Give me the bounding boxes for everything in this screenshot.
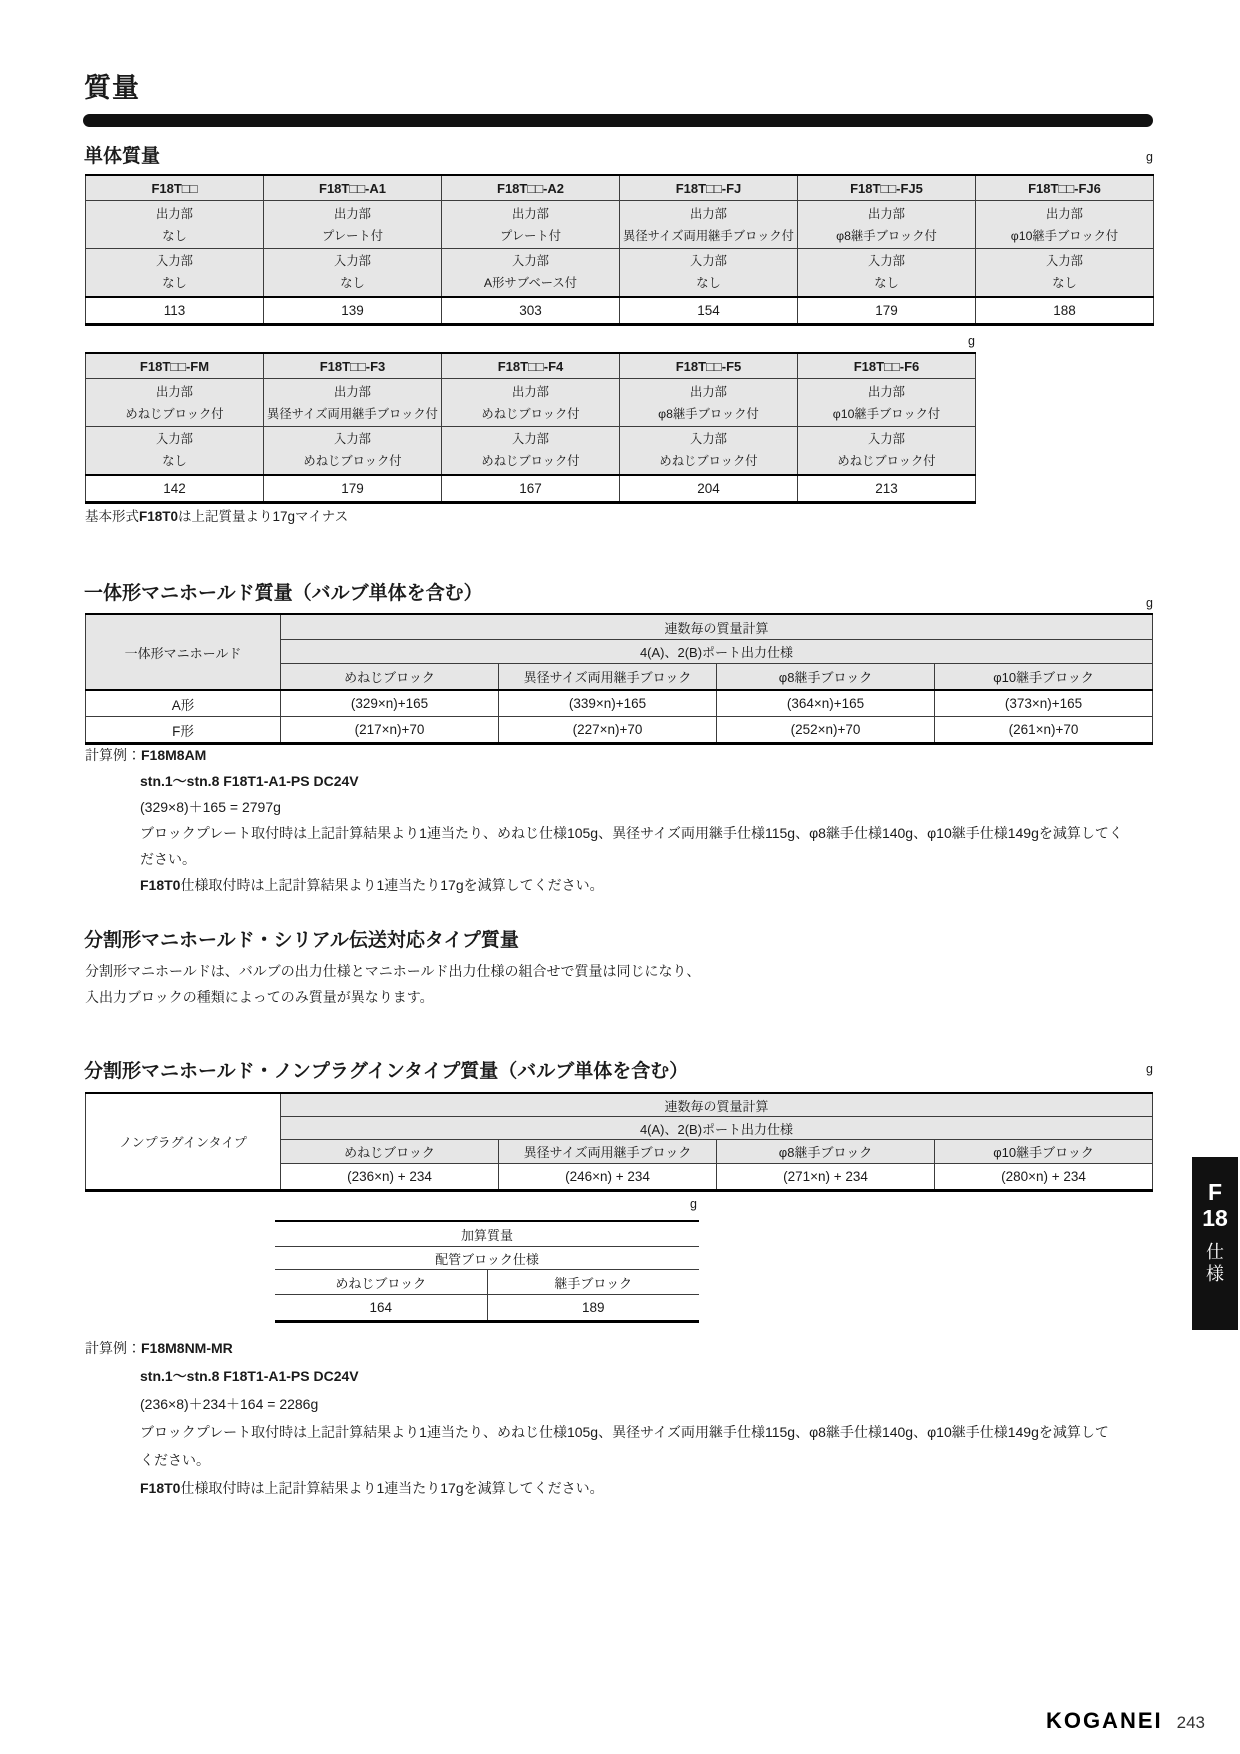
- output-spec: 出力部 異径サイズ両用継手ブロック付: [264, 379, 442, 427]
- mass-value: 179: [798, 297, 976, 325]
- table-row: [86, 249, 1154, 297]
- model-header: F18T□□-F5: [620, 353, 798, 379]
- example-config: stn.1～stn.8 F18T1-A1-PS DC24V: [140, 773, 359, 789]
- model-header: F18T□□-F6: [798, 353, 976, 379]
- block-header: φ10継手ブロック: [935, 664, 1153, 691]
- mass-formula: (261×n)+70: [935, 717, 1153, 744]
- mass-value: 113: [86, 297, 264, 325]
- table-row: [86, 379, 976, 427]
- table-row: [275, 1221, 699, 1247]
- output-spec: 出力部 プレート付: [264, 201, 442, 249]
- manifold-mass-table: [85, 613, 1153, 745]
- example-formula: (329×8)＋165 = 2797g: [140, 799, 281, 815]
- mass-value: 204: [620, 475, 798, 503]
- example-config: stn.1～stn.8 F18T1-A1-PS DC24V: [140, 1368, 359, 1384]
- model-header: F18T□□-A1: [264, 175, 442, 201]
- mass-value: 179: [264, 475, 442, 503]
- tab-series-number: 18: [1202, 1205, 1228, 1231]
- tab-spec-char2: 様: [1206, 1264, 1224, 1284]
- page-title: 質量: [84, 73, 140, 103]
- serial-body-line2: 入出力ブロックの種類によってのみ質量が異なります。: [85, 989, 434, 1005]
- mass-formula: (236×n) + 234: [281, 1164, 499, 1191]
- input-spec: 入力部 なし: [86, 427, 264, 475]
- model-header: F18T□□-FJ5: [798, 175, 976, 201]
- type-label: F形: [86, 717, 281, 744]
- example-formula: (236×8)＋234＋164 = 2286g: [140, 1396, 319, 1412]
- model-header: F18T□□: [86, 175, 264, 201]
- model-header: F18T□□-FJ6: [976, 175, 1154, 201]
- table-row: [86, 427, 976, 475]
- note-base-model: 基本形式F18T0は上記質量より17gマイナス: [85, 509, 349, 524]
- input-spec: 入力部 めねじブロック付: [620, 427, 798, 475]
- tab-spec-char1: 仕: [1206, 1242, 1224, 1262]
- table-row: [86, 614, 1153, 640]
- model-header: F18T□□-F4: [442, 353, 620, 379]
- row-header-nonplugin: ノンプラグインタイプ: [86, 1093, 281, 1191]
- table-row: [275, 1295, 699, 1322]
- example-f18t0-note: F18T0仕様取付時は上記計算結果より1連当たり17gを減算してください。: [140, 877, 604, 893]
- output-spec: 出力部 めねじブロック付: [86, 379, 264, 427]
- output-spec: 出力部 異径サイズ両用継手ブロック付: [620, 201, 798, 249]
- table-row: [86, 1093, 1153, 1117]
- mass-value: 213: [798, 475, 976, 503]
- table-row: [86, 475, 976, 503]
- input-spec: 入力部 めねじブロック付: [798, 427, 976, 475]
- mass-formula: (252×n)+70: [717, 717, 935, 744]
- unit-label-g-3: g: [1146, 596, 1153, 610]
- mass-value: 189: [487, 1295, 699, 1322]
- side-index-tab: [1192, 1157, 1238, 1330]
- unit-label-g-4: g: [1146, 1062, 1153, 1076]
- mass-formula: (373×n)+165: [935, 690, 1153, 717]
- mass-value: 142: [86, 475, 264, 503]
- page-footer: [800, 1708, 1205, 1734]
- mass-value: 188: [976, 297, 1154, 325]
- section-heading-manifold: 一体形マニホールド質量（バルブ単体を含む）: [84, 583, 483, 604]
- addition-subtitle: 配管ブロック仕様: [275, 1247, 699, 1270]
- output-spec: 出力部 φ8継手ブロック付: [798, 201, 976, 249]
- tab-series-letter: F: [1207, 1179, 1223, 1205]
- example-note-line1: ブロックプレート取付時は上記計算結果より1連当たり、めねじ仕様105g、異径サイズ両用継手仕様115g、φ8継手仕様140g、φ10継手仕様149gを減算してく: [140, 825, 1123, 841]
- nonplugin-mass-table: [85, 1092, 1153, 1192]
- unit-mass-table-primary: [85, 174, 1154, 326]
- type-label: A形: [86, 690, 281, 717]
- port-header: 4(A)、2(B)ポート出力仕様: [281, 640, 1153, 664]
- example-note-line2: ださい。: [140, 851, 196, 867]
- block-header: 異径サイズ両用継手ブロック: [499, 664, 717, 691]
- output-spec: 出力部 φ10継手ブロック付: [798, 379, 976, 427]
- unit-label-g-1: g: [1146, 150, 1153, 164]
- calc-header: 連数毎の質量計算: [281, 1093, 1153, 1117]
- input-spec: 入力部 なし: [86, 249, 264, 297]
- mass-formula: (339×n)+165: [499, 690, 717, 717]
- block-header: φ8継手ブロック: [717, 664, 935, 691]
- mass-value: 164: [275, 1295, 487, 1322]
- example-note-line2: ください。: [140, 1452, 210, 1468]
- port-header: 4(A)、2(B)ポート出力仕様: [281, 1117, 1153, 1140]
- output-spec: 出力部 なし: [86, 201, 264, 249]
- brand-logo: KOGANEI: [1045, 1708, 1163, 1733]
- input-spec: 入力部 めねじブロック付: [264, 427, 442, 475]
- example-f18t0-note: F18T0仕様取付時は上記計算結果より1連当たり17gを減算してください。: [140, 1480, 604, 1496]
- calc-header: 連数毎の質量計算: [281, 614, 1153, 640]
- mass-formula: (271×n) + 234: [717, 1164, 935, 1191]
- mass-value: 154: [620, 297, 798, 325]
- unit-label-g-5: g: [690, 1197, 697, 1211]
- input-spec: 入力部 めねじブロック付: [442, 427, 620, 475]
- model-header: F18T□□-F3: [264, 353, 442, 379]
- output-spec: 出力部 φ8継手ブロック付: [620, 379, 798, 427]
- table-row: [275, 1270, 699, 1295]
- page-number: 243: [1176, 1713, 1205, 1732]
- mass-formula: (246×n) + 234: [499, 1164, 717, 1191]
- block-header: 継手ブロック: [487, 1270, 699, 1295]
- block-header: 異径サイズ両用継手ブロック: [499, 1140, 717, 1164]
- block-header: めねじブロック: [275, 1270, 487, 1295]
- table-row: [86, 353, 976, 379]
- section-heading-unit-mass: 単体質量: [84, 146, 161, 167]
- input-spec: 入力部 なし: [798, 249, 976, 297]
- block-header: φ10継手ブロック: [935, 1140, 1153, 1164]
- mass-value: 139: [264, 297, 442, 325]
- table-row: [86, 201, 1154, 249]
- block-header: めねじブロック: [281, 664, 499, 691]
- input-spec: 入力部 なし: [620, 249, 798, 297]
- mass-formula: (364×n)+165: [717, 690, 935, 717]
- addition-title: 加算質量: [275, 1221, 699, 1247]
- calc-example-1: 計算例：F18M8AM stn.1～stn.8 F18T1-A1-PS DC24V (329×8)＋165 = 2797g ブロックプレート取付時は上記計算結果より1連当たり、めねじ仕様105g、異径サイズ両用継手仕様115g、φ8継手仕様140g、φ10継手仕様149gを減算してく ださい。 F18T0仕様取付時は上記計算結果より1連当たり17gを減算してください。: [85, 742, 1165, 898]
- model-header: F18T□□-FM: [86, 353, 264, 379]
- mass-formula: (217×n)+70: [281, 717, 499, 744]
- model-header: F18T□□-A2: [442, 175, 620, 201]
- output-spec: 出力部 プレート付: [442, 201, 620, 249]
- mass-value: 303: [442, 297, 620, 325]
- table-row: [86, 717, 1153, 744]
- unit-label-g-2: g: [968, 334, 975, 348]
- table-row: [86, 690, 1153, 717]
- input-spec: 入力部 なし: [976, 249, 1154, 297]
- addition-mass-table: [275, 1220, 699, 1323]
- row-header-manifold: 一体形マニホールド: [86, 614, 281, 690]
- mass-formula: (227×n)+70: [499, 717, 717, 744]
- input-spec: 入力部 A形サブベース付: [442, 249, 620, 297]
- unit-mass-table-secondary: [85, 352, 976, 504]
- table-row: [275, 1247, 699, 1270]
- mass-formula: (329×n)+165: [281, 690, 499, 717]
- block-header: めねじブロック: [281, 1140, 499, 1164]
- input-spec: 入力部 なし: [264, 249, 442, 297]
- output-spec: 出力部 めねじブロック付: [442, 379, 620, 427]
- block-header: φ8継手ブロック: [717, 1140, 935, 1164]
- table-row: [86, 297, 1154, 325]
- model-header: F18T□□-FJ: [620, 175, 798, 201]
- table-row: [86, 175, 1154, 201]
- calc-example-2: 計算例：F18M8NM-MR stn.1～stn.8 F18T1-A1-PS DC24V (236×8)＋234＋164 = 2286g ブロックプレート取付時は上記計算結果より1連当たり、めねじ仕様105g、異径サイズ両用継手仕様115g、φ8継手仕様140g、φ10継手仕様149gを減算して ください。 F18T0仕様取付時は上記計算結果より1連当たり17gを減算してください。: [85, 1334, 1165, 1502]
- section-heading-serial: 分割形マニホールド・シリアル伝送対応タイプ質量: [84, 930, 519, 951]
- mass-value: 167: [442, 475, 620, 503]
- mass-formula: (280×n) + 234: [935, 1164, 1153, 1191]
- serial-body-line1: 分割形マニホールドは、バルブの出力仕様とマニホールド出力仕様の組合せで質量は同じになり、: [85, 963, 701, 979]
- section-heading-nonplugin: 分割形マニホールド・ノンプラグインタイプ質量（バルブ単体を含む）: [84, 1061, 689, 1082]
- output-spec: 出力部 φ10継手ブロック付: [976, 201, 1154, 249]
- title-rule: [83, 114, 1153, 127]
- example-note-line1: ブロックプレート取付時は上記計算結果より1連当たり、めねじ仕様105g、異径サイズ両用継手仕様115g、φ8継手仕様140g、φ10継手仕様149gを減算して: [140, 1424, 1109, 1440]
